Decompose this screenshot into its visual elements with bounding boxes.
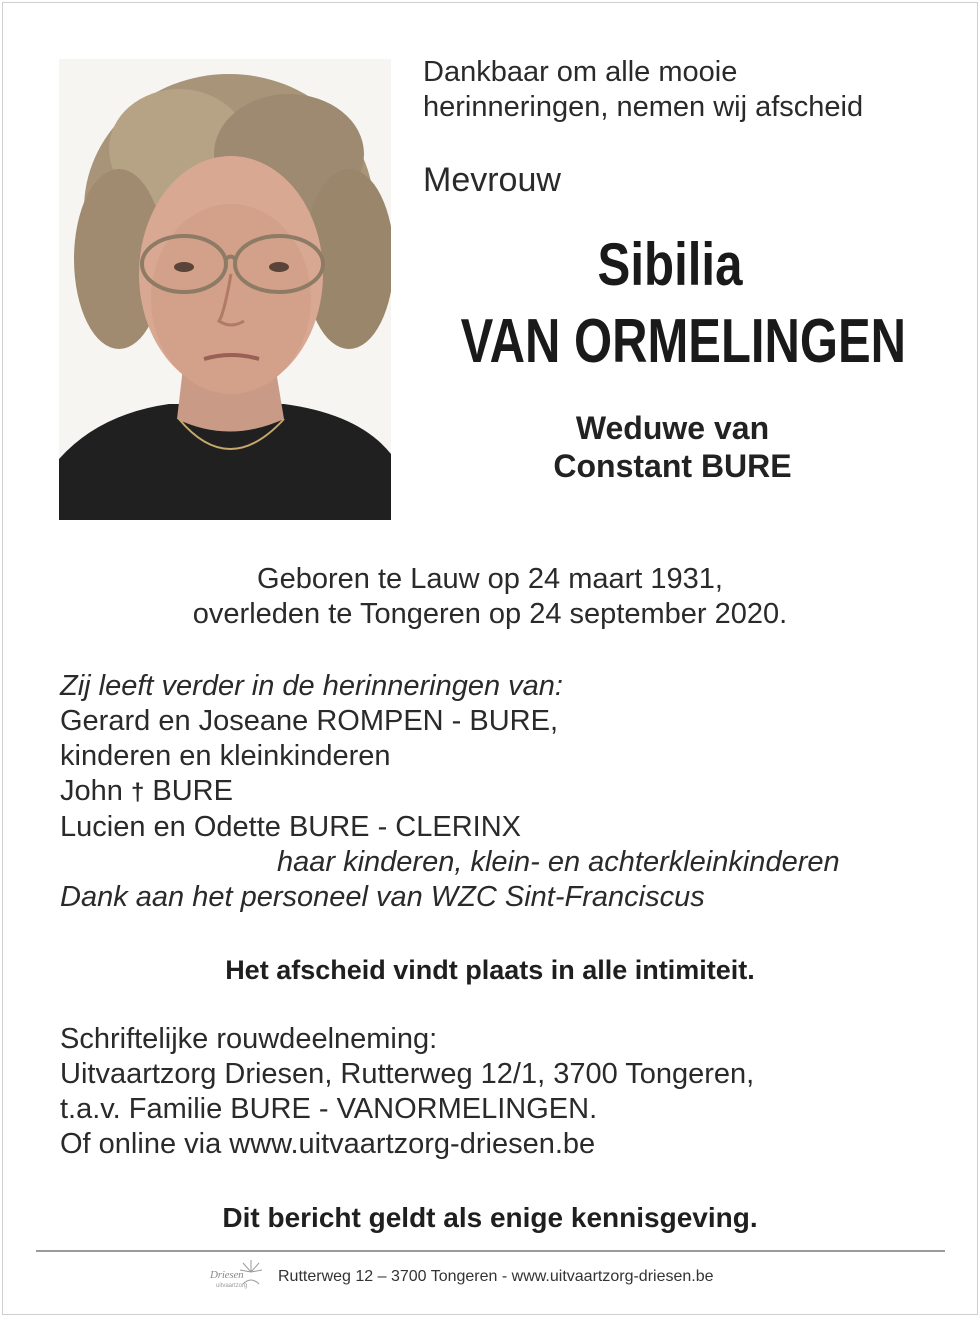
footer-divider: [36, 1250, 945, 1252]
intro-text: [423, 55, 943, 125]
intro-line-1: Dankbaar om alle mooie: [423, 56, 738, 88]
sun-rays-icon: [238, 1258, 264, 1290]
spouse-block: [480, 409, 865, 485]
condolence-line: Uitvaartzorg Driesen, Rutterweg 12/1, 3700 Tongeren,: [60, 1058, 755, 1090]
logo-sub: uitvaartzorg: [216, 1283, 248, 1289]
deceased-first-name: Sibilia: [597, 231, 743, 298]
condolence-line: Schriftelijke rouwdeelneming:: [60, 1023, 438, 1055]
family-list: [60, 669, 940, 915]
birth-line: Geboren te Lauw op 24 maart 1931,: [257, 563, 723, 595]
family-name: John: [60, 775, 123, 807]
cross-icon: †: [130, 779, 145, 806]
condolence-block: [60, 1022, 940, 1162]
honorific: Mevrouw: [423, 161, 561, 199]
portrait-photo: [59, 59, 391, 520]
ceremony-notice: Het afscheid vindt plaats in alle intimiteit.: [225, 955, 755, 985]
portrait-image: [59, 59, 391, 520]
condolence-line: t.a.v. Familie BURE - VANORMELINGEN.: [60, 1093, 598, 1125]
final-notice: Dit bericht geldt als enige kennisgeving.: [222, 1202, 758, 1233]
funeral-home-logo: [208, 1258, 266, 1296]
life-dates: [60, 562, 920, 632]
family-line: Lucien en Odette BURE - CLERINX: [60, 811, 521, 843]
logo-name: Driesen: [210, 1269, 244, 1281]
footer-address: Rutterweg 12 – 3700 Tongeren - www.uitvaartzorg-driesen.be: [278, 1268, 714, 1285]
intro-line-2: herinneringen, nemen wij afscheid: [423, 91, 864, 123]
family-line: Gerard en Joseane ROMPEN - BURE,: [60, 705, 559, 737]
thanks-line: Dank aan het personeel van WZC Sint-Franciscus: [60, 881, 705, 913]
family-line: [60, 774, 940, 810]
family-line: kinderen en kleinkinderen: [60, 740, 391, 772]
deceased-last-name: VAN ORMELINGEN: [460, 307, 907, 376]
family-name: BURE: [152, 775, 233, 807]
family-heading: Zij leeft verder in de herinneringen van:: [60, 670, 563, 702]
family-line: haar kinderen, klein- en achterkleinkinderen: [277, 846, 840, 878]
spouse-line-2: Constant BURE: [553, 448, 792, 484]
death-line: overleden te Tongeren op 24 september 2020.: [192, 598, 788, 630]
spouse-line-1: Weduwe van: [575, 410, 770, 446]
condolence-link[interactable]: Of online via www.uitvaartzorg-driesen.be: [60, 1128, 596, 1160]
